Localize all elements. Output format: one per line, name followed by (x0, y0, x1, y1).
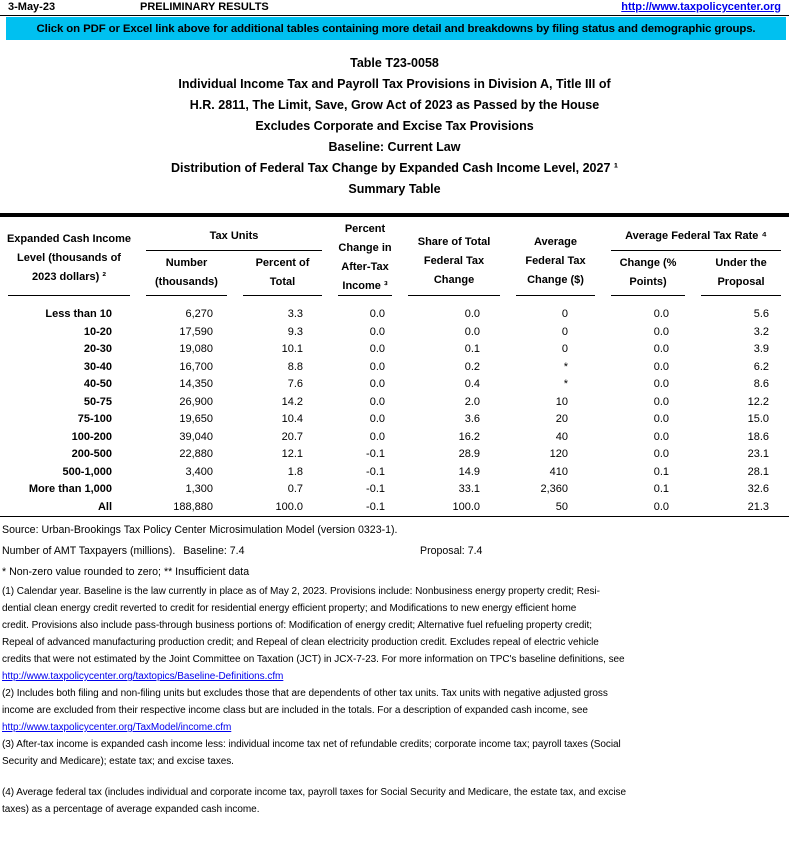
table-row (0, 359, 789, 377)
table-row (0, 411, 789, 429)
table-row (0, 464, 789, 482)
footnote-gap (2, 770, 787, 784)
table-row (0, 394, 789, 412)
rate-under-proposal-cell: 28.1 (747, 465, 770, 478)
average-tax-change-cell: 0 (561, 343, 569, 355)
pct-change-after-tax-income-cell: 0.0 (369, 360, 386, 373)
percent-of-total-cell: 10.4 (281, 413, 304, 425)
table-row (0, 446, 789, 464)
report-date: 3-May-23 (8, 1, 56, 13)
table-body (0, 299, 789, 517)
header-underline (8, 295, 130, 296)
footnote-3 (2, 736, 787, 770)
amt-proposal-value: Proposal: 7.4 (420, 545, 483, 557)
header-underline (701, 295, 781, 296)
symbols-legend-line: * Non-zero value rounded to zero; ** Insufficient data (2, 566, 250, 578)
table-number-title: Table T23-0058 (350, 56, 439, 70)
pct-change-after-tax-income-cell: -0.1 (366, 465, 386, 478)
header-divider (0, 15, 789, 16)
rate-change-points-cell: 0.0 (653, 360, 670, 373)
number-thousands-cell: 3,400 (185, 465, 213, 478)
rate-change-points-cell: 0.0 (653, 343, 670, 355)
average-tax-change-cell: * (563, 378, 569, 390)
footnote-line: credits that were not estimated by the Joint Committee on Taxation (JCT) in JCX-7-23. For more information on TPC's baseline definitions, see (2, 654, 625, 665)
pct-change-after-tax-income-cell: 0.0 (369, 308, 386, 320)
rate-under-proposal-cell: 8.6 (753, 378, 770, 390)
pct-change-after-tax-income-cell: 0.0 (369, 395, 386, 408)
info-banner-text: Click on PDF or Excel link above for additional tables containing more detail and breakdowns by filing status and demographic groups. (36, 22, 756, 35)
amt-label: Number of AMT Taxpayers (millions). (2, 545, 176, 557)
percent-of-total-cell: 14.2 (281, 395, 304, 408)
footnote-line: (3) After-tax income is expanded cash income less: individual income tax net of refundable credits; corporate income tax; payroll taxes (Social (2, 739, 621, 750)
rate-change-points-cell: 0.0 (653, 500, 670, 513)
average-tax-change-cell: 410 (549, 465, 569, 478)
pct-change-after-tax-income-cell: 0.0 (369, 430, 386, 443)
percent-of-total-cell: 9.3 (287, 325, 304, 338)
share-of-total-change-cell: 100.0 (452, 500, 481, 513)
rate-under-proposal-cell: 32.6 (747, 483, 770, 495)
number-thousands-cell: 39,040 (179, 430, 213, 443)
income-level-cell: 100-200 (71, 430, 112, 443)
group-underline (611, 250, 781, 251)
footnote-line: (4) Average federal tax (includes individual and corporate income tax, payroll taxes for Social Security and Medicare, the estate tax, and excise (2, 787, 627, 798)
header-underline (243, 295, 322, 296)
rate-under-proposal-cell: 12.2 (747, 395, 770, 408)
number-thousands-cell: 14,350 (179, 378, 213, 390)
rate-under-proposal-cell: 23.1 (747, 448, 770, 460)
footnote-4 (2, 784, 787, 818)
amt-baseline-value: Baseline: 7.4 (183, 545, 245, 557)
taxpolicycenter-link[interactable]: http://www.taxpolicycenter.org (621, 1, 781, 13)
income-level-cell: 200-500 (71, 448, 112, 460)
income-level-cell: 20-30 (83, 343, 112, 355)
summary-table-label: Summary Table (348, 182, 441, 196)
footnote-line: (1) Calendar year. Baseline is the law currently in place as of May 2, 2023. Provisions include: Nonbusiness energy property credit; Resi- (2, 586, 600, 597)
footnote-line: income are excluded from their respective income class but are included in the totals. For a description of expanded cash income, see (2, 705, 588, 716)
number-thousands-cell: 188,880 (173, 500, 213, 513)
share-of-total-change-cell: 28.9 (458, 448, 481, 460)
rate-under-proposal-cell: 21.3 (747, 500, 770, 513)
table-row (0, 481, 789, 499)
percent-of-total-cell: 20.7 (281, 430, 304, 443)
column-header-income-level: Expanded Cash Income Level (thousands of 2023 dollars) ² (0, 215, 138, 299)
percent-of-total-cell: 100.0 (275, 500, 304, 513)
rate-change-points-cell: 0.0 (653, 448, 670, 460)
share-of-total-change-cell: 2.0 (464, 395, 481, 408)
number-thousands-cell: 19,650 (179, 413, 213, 425)
income-level-cell: 50-75 (83, 395, 112, 408)
table-row (0, 499, 789, 517)
rate-under-proposal-cell: 3.2 (753, 325, 770, 338)
share-of-total-change-cell: 3.6 (464, 413, 481, 425)
column-header-rate-change-points: Change (% Points) (603, 252, 693, 299)
share-of-total-change-cell: 0.2 (464, 360, 481, 373)
share-of-total-change-cell: 0.0 (464, 325, 481, 338)
rate-under-proposal-cell: 15.0 (747, 413, 770, 425)
group-underline (146, 250, 322, 251)
percent-of-total-cell: 7.6 (287, 378, 304, 390)
title-line: Excludes Corporate and Excise Tax Provisions (255, 119, 534, 133)
average-tax-change-cell: 0 (561, 308, 569, 320)
average-tax-change-cell: 20 (555, 413, 569, 425)
pct-change-after-tax-income-cell: 0.0 (369, 378, 386, 390)
pct-change-after-tax-income-cell: -0.1 (366, 483, 386, 495)
column-header-share-of-total-change: Share of Total Federal Tax Change (400, 215, 508, 299)
distribution-line: Distribution of Federal Tax Change by Expanded Cash Income Level, 2027 ¹ (170, 161, 619, 175)
header-underline (611, 295, 685, 296)
baseline-definitions-link[interactable]: http://www.taxpolicycenter.org/taxtopics/Baseline-Definitions.cfm (2, 671, 284, 682)
percent-of-total-cell: 10.1 (281, 343, 304, 355)
title-line: H.R. 2811, The Limit, Save, Grow Act of 2023 as Passed by the House (189, 98, 600, 112)
rate-under-proposal-cell: 5.6 (753, 308, 770, 320)
table-row (0, 306, 789, 324)
table-row (0, 376, 789, 394)
column-header-number-thousands: Number (thousands) (138, 252, 235, 299)
info-banner (6, 17, 786, 40)
rate-change-points-cell: 0.0 (653, 395, 670, 408)
footnote-2 (2, 685, 787, 736)
meta-bar (0, 0, 789, 15)
footnote-line: dential clean energy credit reverted to credit for residential energy efficient property; and Modifications to new energy efficient home (2, 603, 577, 614)
share-of-total-change-cell: 16.2 (458, 430, 481, 443)
footer (0, 517, 789, 818)
share-of-total-change-cell: 14.9 (458, 465, 481, 478)
rate-change-points-cell: 0.0 (653, 325, 670, 338)
share-of-total-change-cell: 0.4 (464, 378, 481, 390)
rate-change-points-cell: 0.1 (653, 465, 670, 478)
table-header (0, 215, 789, 299)
percent-of-total-cell: 12.1 (281, 448, 304, 460)
header-underline (516, 295, 595, 296)
column-group-tax-units: Tax Units (138, 215, 330, 252)
average-tax-change-cell: * (563, 360, 569, 373)
column-group-average-federal-tax-rate: Average Federal Tax Rate ⁴ (603, 215, 789, 252)
average-tax-change-cell: 2,360 (540, 483, 569, 495)
share-of-total-change-cell: 0.1 (464, 343, 481, 355)
income-level-cell: 40-50 (83, 378, 112, 390)
column-header-average-tax-change: Average Federal Tax Change ($) (508, 215, 603, 299)
average-tax-change-cell: 50 (555, 500, 569, 513)
table-row (0, 324, 789, 342)
number-thousands-cell: 16,700 (179, 360, 213, 373)
rate-under-proposal-cell: 18.6 (747, 430, 770, 443)
share-of-total-change-cell: 33.1 (458, 483, 481, 495)
source-line: Source: Urban-Brookings Tax Policy Center Microsimulation Model (version 0323-1). (2, 524, 398, 536)
pct-change-after-tax-income-cell: 0.0 (369, 413, 386, 425)
table-row (0, 429, 789, 447)
title-line: Individual Income Tax and Payroll Tax Provisions in Division A, Title III of (178, 77, 611, 91)
income-level-cell: 75-100 (77, 413, 112, 425)
percent-of-total-cell: 3.3 (287, 308, 304, 320)
rate-change-points-cell: 0.0 (653, 430, 670, 443)
column-header-pct-change-after-tax-income: Percent Change in After-Tax Income ³ (330, 215, 400, 299)
column-header-rate-under-proposal: Under the Proposal (693, 252, 789, 299)
pct-change-after-tax-income-cell: 0.0 (369, 325, 386, 338)
footnote-line: (2) Includes both filing and non-filing units but excludes those that are dependents of other tax units. Tax units with negative adjusted gross (2, 688, 608, 699)
footnote-line: taxes) as a percentage of average expanded cash income. (2, 804, 260, 815)
average-tax-change-cell: 120 (549, 448, 569, 460)
pct-change-after-tax-income-cell: -0.1 (366, 448, 386, 460)
header-body-spacer (0, 299, 789, 306)
pct-change-after-tax-income-cell: -0.1 (366, 500, 386, 513)
column-header-percent-of-total: Percent of Total (235, 252, 330, 299)
rate-change-points-cell: 0.0 (653, 378, 670, 390)
income-level-cell: 10-20 (83, 325, 112, 338)
number-thousands-cell: 17,590 (179, 325, 213, 338)
table-row (0, 341, 789, 359)
number-thousands-cell: 19,080 (179, 343, 213, 355)
income-level-cell: 30-40 (83, 360, 112, 373)
rate-change-points-cell: 0.0 (653, 308, 670, 320)
amt-taxpayers-line (2, 541, 787, 562)
number-thousands-cell: 1,300 (185, 483, 213, 495)
rate-change-points-cell: 0.0 (653, 413, 670, 425)
income-level-cell: All (97, 500, 112, 513)
preliminary-results-label: PRELIMINARY RESULTS (140, 1, 269, 13)
title-block (0, 53, 789, 200)
share-of-total-change-cell: 0.0 (464, 308, 481, 320)
income-level-cell: 500-1,000 (62, 465, 112, 478)
average-tax-change-cell: 40 (555, 430, 569, 443)
number-thousands-cell: 6,270 (185, 308, 213, 320)
percent-of-total-cell: 0.7 (287, 483, 304, 495)
pct-change-after-tax-income-cell: 0.0 (369, 343, 386, 355)
header-underline (146, 295, 227, 296)
income-level-cell: Less than 10 (45, 308, 112, 320)
number-thousands-cell: 22,880 (179, 448, 213, 460)
average-tax-change-cell: 10 (555, 395, 569, 408)
income-level-cell: More than 1,000 (28, 483, 112, 495)
rate-change-points-cell: 0.1 (653, 483, 670, 495)
footnote-line: Repeal of advanced manufacturing production credit; and Repeal of clean electricity production credit. Excludes repeal of electric vehicle (2, 637, 599, 648)
average-tax-change-cell: 0 (561, 325, 569, 338)
header-underline (408, 295, 500, 296)
distribution-table (0, 213, 789, 517)
header-underline (338, 295, 392, 296)
income-definition-link[interactable]: http://www.taxpolicycenter.org/TaxModel/income.cfm (2, 722, 232, 733)
percent-of-total-cell: 8.8 (287, 360, 304, 373)
percent-of-total-cell: 1.8 (287, 465, 304, 478)
rate-under-proposal-cell: 3.9 (753, 343, 770, 355)
footnote-line: credit. Provisions also include pass-through business portions of: Modification of energy credit; Alternative fuel refueling property credit; (2, 620, 592, 631)
footnote-1 (2, 583, 787, 685)
footnote-line: Security and Medicare); estate tax; and excise taxes. (2, 756, 234, 767)
number-thousands-cell: 26,900 (179, 395, 213, 408)
rate-under-proposal-cell: 6.2 (753, 360, 770, 373)
baseline-line: Baseline: Current Law (328, 140, 461, 154)
